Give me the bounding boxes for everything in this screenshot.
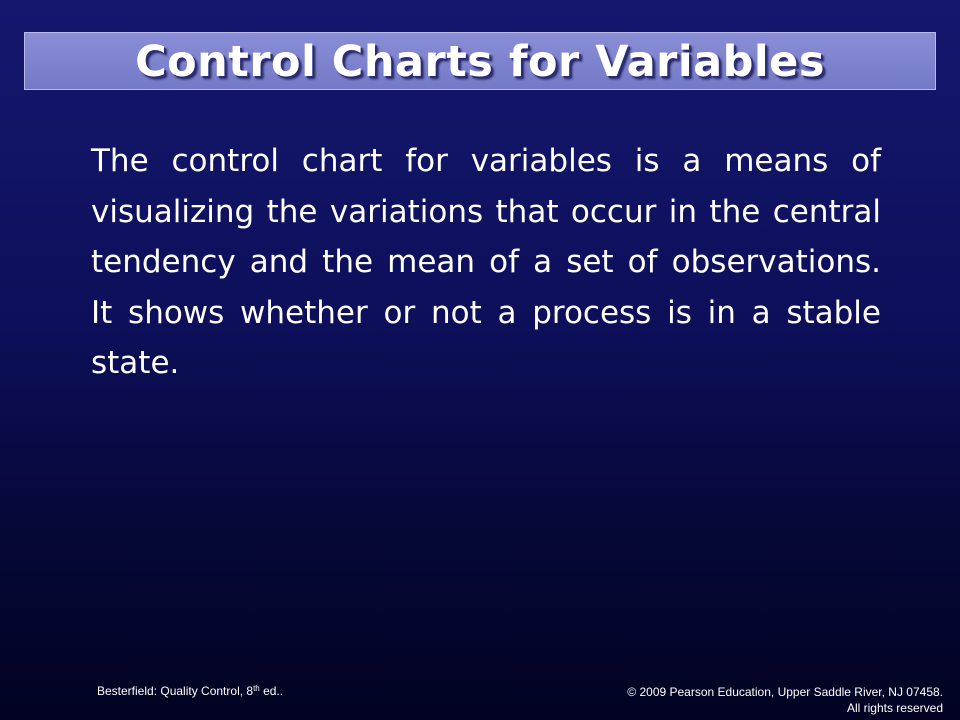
slide-body-text: The control chart for variables is a means of visualizing the variations that occur in the central tendency and the mean of a set of observations. It shows whether or not a process is in a stable state. — [91, 143, 881, 381]
footer-copyright-line2: All rights reserved — [846, 701, 943, 715]
footer-citation-text: Besterfield: Quality Control, 8 — [97, 684, 254, 698]
footer-citation-superscript: th — [253, 684, 260, 693]
title-bar — [24, 32, 936, 90]
footer-citation-edition: ed.. — [259, 684, 284, 698]
footer-copyright-line1: © 2009 Pearson Education, Upper Saddle River, NJ 07458. — [627, 685, 943, 699]
slide-title: Control Charts for Variables — [135, 37, 825, 87]
footer-copyright — [627, 684, 943, 716]
footer-citation — [97, 684, 283, 698]
